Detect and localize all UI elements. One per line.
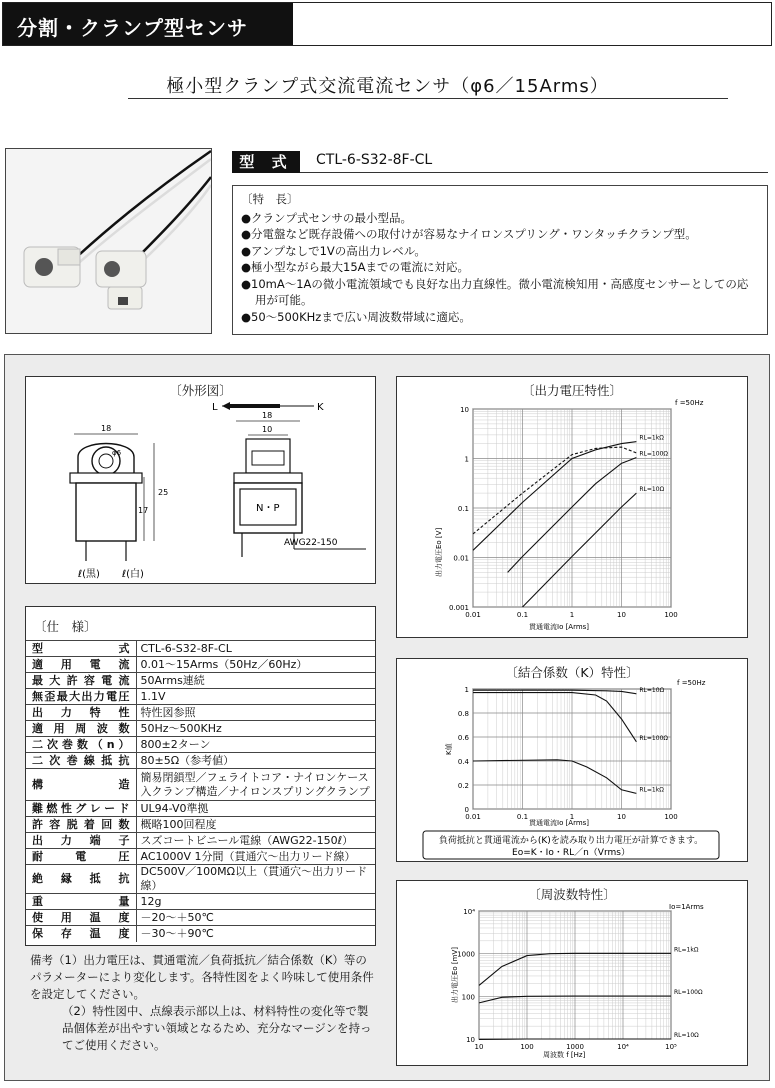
output-chart-ylabel: 出力電圧Eo [V] [435,527,443,577]
spec-value: 特性図参照 [136,705,375,721]
x-tick-label: 100 [664,611,678,619]
spec-value: －30～＋90℃ [136,926,375,942]
spec-row [26,833,375,849]
y-tick-label: 1 [464,686,469,694]
title-divider [128,98,728,99]
dim-18-left: 18 [101,424,112,433]
series-label: RL=10Ω [639,686,665,694]
coupling-formula-2: Eo=K・Io・RL／n（Vrms） [512,848,630,858]
x-tick-label: 10 [617,611,626,619]
spec-value: 50Arms連続 [136,673,375,689]
x-tick-label: 0.01 [465,611,481,619]
feature-item: ●10mA～1Aの微小電流領域でも良好な出力直線性。微小電流検知用・高感度センサーとしての応用が可能。 [241,276,749,307]
coupling-chart-ylabel: K値 [445,743,453,755]
phi-label: φ6 [112,449,122,457]
coupling-chart-note: f =50Hz [677,679,706,687]
spec-value: AC1000V 1分間（貫通穴～出力リード線） [136,849,375,865]
spec-key: 難燃性グレード [26,801,136,817]
spec-row [26,894,375,910]
output-chart-note: f =50Hz [675,399,704,407]
y-tick-label: 0.2 [457,782,469,790]
series-label: RL=10Ω [639,486,665,494]
np-label: N・P [256,503,280,514]
output-voltage-chart [397,377,747,637]
x-tick-label: 10 [617,813,626,821]
y-tick-label: 1000 [457,950,475,959]
spec-value: 概略100回程度 [136,817,375,833]
dir-l-label: L [212,402,218,413]
spec-row [26,910,375,926]
spec-row [26,641,375,657]
dimension-drawing [26,377,375,583]
note-1: 備考（1）出力電圧は、貫通電流／負荷抵抗／結合係数（K）等のパラメーターにより変化します。各特性図をよく吟味して使用条件を設定してください。 [30,953,374,1001]
features-box [232,185,768,335]
coupling-panel [396,658,748,862]
spec-value: 0.01～15Arms（50Hz／60Hz） [136,657,375,673]
y-tick-label: 0.8 [457,710,469,718]
dim-17: 17 [138,506,149,515]
spec-key: 適用電流 [26,657,136,673]
spec-row [26,673,375,689]
spec-row [26,849,375,865]
y-tick-label: 0.01 [453,554,469,563]
frequency-chart [397,881,747,1065]
x-tick-label: 0.1 [516,611,529,619]
x-tick-label: 0.01 [465,813,481,821]
spec-key: 適用周波数 [26,721,136,737]
coupling-formula-1: 負荷抵抗と貫通電流から(K)を読み取り出力電圧が計算できます。 [438,836,704,846]
spec-key: 重量 [26,894,136,910]
spec-key: 二次巻数（n） [26,737,136,753]
dimension-panel [25,376,376,584]
spec-row [26,705,375,721]
x-tick-label: 1 [569,611,575,619]
y-tick-label: 0.4 [457,758,469,766]
series-label: RL=100Ω [639,450,668,458]
y-tick-label: 1 [464,455,469,464]
notes-block [30,952,376,1054]
spec-key: 保存温度 [26,926,136,942]
x-tick-label: 10⁴ [617,1043,629,1051]
spec-panel [25,606,376,946]
spec-row [26,926,375,942]
y-tick-label: 10 [466,1036,475,1044]
spec-row [26,769,375,801]
spec-row [26,657,375,673]
spec-key: 二次巻線抵抗 [26,753,136,769]
spec-key: 出力端子 [26,833,136,849]
x-tick-label: 1000 [566,1043,584,1051]
y-tick-label: 0.001 [448,604,469,612]
features-heading: 〔特 長〕 [241,192,299,206]
dimension-title: 〔外形図〕 [169,383,232,398]
feature-item: ●アンプなしで1Vの高出力レベル。 [241,243,426,258]
spec-key: 型式 [26,641,136,657]
series-label: RL=1kΩ [639,434,664,442]
x-tick-label: 1 [569,813,575,821]
spec-key: 無歪最大出力電圧 [26,689,136,705]
series-label: RL=100Ω [639,734,668,742]
category-label: 分割・クランプ型センサ [3,3,293,45]
spec-row [26,689,375,705]
spec-value: 50Hz～500KHz [136,721,375,737]
spec-value: 簡易閉鎖型／フェライトコア・ナイロンケース入クランプ構造／ナイロンスプリングクランプ [136,769,375,801]
series-label: RL=1kΩ [639,786,664,794]
spec-value: －20～＋50℃ [136,910,375,926]
feature-item: ●50～500KHzまで広い周波数帯域に適応。 [241,309,471,324]
spec-value: 800±2ターン [136,737,375,753]
coupling-chart-xlabel: 貫通電流Io [Arms] [529,819,590,827]
spec-value: 12g [136,894,375,910]
spec-key: 耐電圧 [26,849,136,865]
spec-value: 1.1V [136,689,375,705]
y-tick-label: 100 [461,993,475,1002]
spec-key: 出力特性 [26,705,136,721]
model-label: 型 式 [232,151,300,173]
model-row [232,151,768,173]
y-tick-label: 10 [460,406,469,414]
wire-black-label: ℓ(黒) [78,569,100,580]
x-tick-label: 10 [474,1043,484,1051]
dim-10: 10 [262,425,273,434]
frequency-chart-note: Io=1Arms [669,903,704,911]
spec-value: スズコートビニール電線（AWG22-150ℓ） [136,833,375,849]
frequency-panel [396,880,748,1066]
output-chart-title: 〔出力電圧特性〕 [521,383,622,398]
model-value: CTL-6-S32-8F-CL [316,152,433,168]
product-photo [5,148,212,334]
spec-row [26,737,375,753]
y-tick-label: 0 [464,806,469,814]
x-tick-label: 10⁵ [665,1043,677,1051]
dim-25: 25 [158,488,169,497]
page-title: 極小型クランプ式交流電流センサ（φ6／15Arms） [166,76,609,97]
spec-row [26,753,375,769]
spec-table [26,640,375,942]
y-tick-label: 10⁴ [463,908,475,916]
spec-value: 80±5Ω（参考値） [136,753,375,769]
spec-row [26,801,375,817]
wire-white-label: ℓ(白) [122,569,144,580]
wire-spec-label: AWG22-150 [284,538,338,548]
product-illustration [6,149,212,334]
spec-heading: 〔仕 様〕 [34,619,97,634]
spec-key: 構造 [26,769,136,801]
coupling-chart [397,659,747,861]
spec-key: 許容脱着回数 [26,817,136,833]
series-label: RL=1kΩ [674,946,699,954]
spec-key: 最大許容電流 [26,673,136,689]
spec-key: 使用温度 [26,910,136,926]
note-2: （2）特性図中、点線表示部以上は、材料特性の変化等で製品個体差が出やすい領域となるため、充分なマージンを持ってご使用ください。 [62,1004,372,1052]
frequency-chart-xlabel: 周波数 f [Hz] [543,1051,586,1059]
x-tick-label: 0.1 [516,813,529,821]
dim-18-right: 18 [262,411,273,420]
spec-key: 絶縁抵抗 [26,865,136,894]
x-tick-label: 100 [520,1043,534,1051]
spec-value: DC500V／100MΩ以上（貫通穴～出力リード線） [136,865,375,894]
spec-row [26,817,375,833]
output-chart-xlabel: 貫通電流Io [Arms] [529,623,590,631]
feature-item: ●極小型ながら最大15Aまでの電流に対応。 [241,260,470,274]
series-label: RL=10Ω [674,1032,699,1039]
dir-k-label: K [317,402,324,413]
series-label: RL=100Ω [674,989,703,997]
spec-value: CTL-6-S32-8F-CL [136,641,375,657]
output-voltage-panel [396,376,748,638]
category-header [2,2,772,46]
spec-row [26,721,375,737]
feature-item: ●分電盤など既存設備への取付けが容易なナイロンスプリング・ワンタッチクランプ型。 [241,227,697,241]
x-tick-label: 100 [664,813,678,821]
frequency-chart-ylabel: 出力電圧Eo [mV] [451,947,459,1003]
spec-value: UL94-V0準拠 [136,801,375,817]
feature-item: ●クランプ式センサの最小型品。 [241,210,413,225]
frequency-chart-title: 〔周波数特性〕 [528,887,616,902]
y-tick-label: 0.1 [457,505,469,513]
spec-row [26,865,375,894]
y-tick-label: 0.6 [457,734,469,742]
coupling-chart-title: 〔結合係数（K）特性〕 [505,665,639,680]
